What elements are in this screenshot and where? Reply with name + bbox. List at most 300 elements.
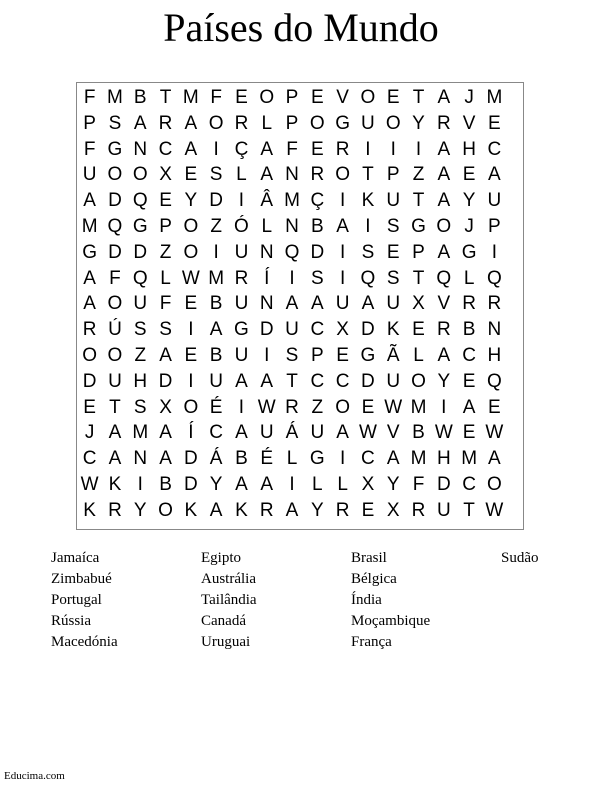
grid-cell[interactable]: G <box>411 215 426 237</box>
grid-cell[interactable]: D <box>133 241 148 263</box>
grid-cell[interactable]: T <box>412 267 425 289</box>
grid-cell[interactable]: A <box>437 164 451 186</box>
grid-cell[interactable]: A <box>83 293 96 315</box>
grid-cell[interactable]: U <box>386 190 401 212</box>
grid-cell[interactable]: M <box>132 422 149 444</box>
grid-cell[interactable]: I <box>137 473 143 495</box>
grid-cell[interactable]: L <box>286 448 298 470</box>
grid-cell[interactable]: H <box>436 448 451 470</box>
grid-cell[interactable]: G <box>309 448 325 470</box>
grid-cell[interactable]: E <box>488 112 501 134</box>
grid-cell[interactable]: A <box>83 267 96 289</box>
grid-cell[interactable]: X <box>412 293 425 315</box>
grid-cell[interactable]: A <box>83 190 96 212</box>
grid-cell[interactable]: I <box>264 344 270 366</box>
grid-cell[interactable]: R <box>234 267 249 289</box>
grid-cell[interactable]: X <box>386 499 400 521</box>
grid-cell[interactable]: I <box>390 138 396 160</box>
grid-cell[interactable]: A <box>310 293 324 315</box>
grid-cell[interactable]: C <box>310 370 325 392</box>
grid-cell[interactable]: D <box>82 370 97 392</box>
grid-cell[interactable]: C <box>487 138 502 160</box>
grid-cell[interactable]: S <box>310 267 324 289</box>
grid-cell[interactable]: M <box>410 448 427 470</box>
grid-cell[interactable]: É <box>260 448 274 470</box>
grid-cell[interactable]: P <box>310 344 324 366</box>
grid-cell[interactable]: D <box>108 241 122 263</box>
grid-cell[interactable]: S <box>386 215 400 237</box>
grid-cell[interactable]: L <box>337 473 348 495</box>
grid-cell[interactable]: T <box>109 396 121 418</box>
word-list-item: Austrália <box>201 571 256 587</box>
grid-cell[interactable]: Y <box>437 370 451 392</box>
grid-cell[interactable]: O <box>335 396 350 418</box>
grid-cell[interactable]: Y <box>209 473 223 495</box>
grid-cell[interactable]: O <box>183 215 199 237</box>
grid-cell[interactable]: E <box>310 138 324 160</box>
word-list-item <box>501 632 571 653</box>
grid-cell[interactable]: E <box>386 241 400 263</box>
grid-cell[interactable]: Y <box>386 473 400 495</box>
grid-cell[interactable]: T <box>463 499 475 521</box>
grid-cell[interactable]: E <box>159 190 172 212</box>
grid-cell[interactable]: A <box>260 473 274 495</box>
grid-cell[interactable]: T <box>412 190 425 212</box>
grid-cell[interactable]: H <box>462 138 476 160</box>
grid-cell[interactable]: O <box>385 112 401 134</box>
grid-cell[interactable]: C <box>462 344 476 366</box>
grid-cell[interactable]: K <box>361 190 375 212</box>
grid-cell[interactable]: E <box>184 164 198 186</box>
grid-cell[interactable]: M <box>81 215 98 237</box>
grid-cell[interactable]: P <box>386 164 400 186</box>
grid-cell[interactable]: Y <box>310 499 324 521</box>
grid-cell[interactable]: I <box>365 215 371 237</box>
grid-cell[interactable]: B <box>209 344 223 366</box>
grid-cell[interactable]: Z <box>412 164 425 186</box>
grid-cell[interactable]: T <box>159 87 172 108</box>
word-list-item: Rússia <box>51 613 92 629</box>
grid-cell[interactable]: I <box>339 448 346 470</box>
grid-cell[interactable]: W <box>485 499 504 521</box>
grid-cell[interactable]: L <box>261 112 273 134</box>
grid-cell[interactable]: R <box>259 499 274 521</box>
grid-cell[interactable]: L <box>261 215 273 237</box>
grid-cell[interactable]: M <box>486 87 503 108</box>
grid-cell[interactable]: Z <box>159 241 172 263</box>
grid-cell[interactable]: O <box>107 164 123 186</box>
grid-cell[interactable]: W <box>257 396 276 418</box>
grid-cell[interactable]: É <box>209 396 223 418</box>
grid-cell[interactable]: A <box>437 190 451 212</box>
grid-cell[interactable]: U <box>285 319 299 341</box>
grid-cell[interactable]: O <box>183 241 199 263</box>
grid-cell[interactable]: K <box>108 473 122 495</box>
grid-cell[interactable]: S <box>133 396 147 418</box>
grid-cell[interactable]: G <box>335 112 350 134</box>
grid-cell[interactable]: B <box>462 319 476 341</box>
grid-cell[interactable]: S <box>386 267 400 289</box>
grid-cell[interactable]: I <box>441 396 447 418</box>
grid-cell[interactable]: Ã <box>386 344 400 366</box>
grid-cell[interactable]: G <box>107 138 123 160</box>
grid-cell[interactable]: P <box>159 215 172 237</box>
grid-cell[interactable]: O <box>436 215 452 237</box>
grid-cell[interactable]: B <box>310 215 324 237</box>
grid-cell[interactable]: C <box>361 448 375 470</box>
grid-cell[interactable]: B <box>159 473 172 495</box>
grid-cell[interactable]: R <box>234 112 249 134</box>
grid-cell[interactable]: C <box>209 422 223 444</box>
grid-cell[interactable]: X <box>361 473 375 495</box>
grid-cell[interactable]: X <box>159 396 172 418</box>
grid-cell[interactable]: O <box>132 164 148 186</box>
grid-cell[interactable]: P <box>285 87 299 108</box>
grid-cell[interactable]: R <box>411 499 426 521</box>
grid-cell[interactable]: R <box>335 138 350 160</box>
grid-cell[interactable]: D <box>209 190 223 212</box>
grid-cell[interactable]: D <box>108 190 122 212</box>
grid-cell[interactable]: W <box>358 422 377 444</box>
grid-cell[interactable]: D <box>158 370 173 392</box>
grid-cell[interactable]: R <box>462 293 476 315</box>
grid-cell[interactable]: A <box>209 499 223 521</box>
grid-cell[interactable]: A <box>235 422 248 444</box>
grid-cell[interactable]: V <box>437 293 451 315</box>
grid-cell[interactable]: A <box>209 319 223 341</box>
grid-cell[interactable]: A <box>159 344 172 366</box>
grid-cell[interactable]: W <box>434 422 453 444</box>
grid-cell[interactable]: A <box>488 164 501 186</box>
grid-cell[interactable]: Q <box>360 267 376 289</box>
grid-cell[interactable]: Y <box>184 190 198 212</box>
grid-cell[interactable]: M <box>410 396 427 418</box>
grid-cell[interactable]: O <box>183 396 199 418</box>
grid-cell[interactable]: I <box>415 138 422 160</box>
grid-cell[interactable]: S <box>285 344 299 366</box>
grid-cell[interactable]: E <box>310 87 324 108</box>
grid-cell[interactable]: Z <box>311 396 324 418</box>
grid-cell[interactable]: G <box>82 241 98 263</box>
grid-cell[interactable]: B <box>235 448 248 470</box>
grid-cell[interactable]: F <box>159 293 172 315</box>
grid-cell[interactable]: T <box>362 164 374 186</box>
grid-cell[interactable]: F <box>286 138 298 160</box>
grid-cell[interactable]: U <box>436 499 451 521</box>
grid-cell[interactable]: U <box>386 293 401 315</box>
grid-cell[interactable]: T <box>412 87 425 108</box>
grid-cell[interactable]: N <box>285 215 299 237</box>
grid-cell[interactable]: A <box>260 370 274 392</box>
grid-cell[interactable]: O <box>259 87 275 108</box>
grid-cell[interactable]: A <box>488 448 501 470</box>
grid-cell[interactable]: A <box>336 215 349 237</box>
grid-cell[interactable]: E <box>184 344 198 366</box>
grid-cell[interactable]: E <box>412 319 425 341</box>
grid-cell[interactable]: W <box>80 473 99 495</box>
grid-cell[interactable]: R <box>436 112 451 134</box>
grid-cell[interactable]: E <box>235 87 248 108</box>
grid-cell[interactable]: R <box>436 319 451 341</box>
grid-cell[interactable]: U <box>310 422 325 444</box>
grid-cell[interactable]: I <box>365 138 371 160</box>
grid-cell[interactable]: S <box>159 319 172 341</box>
grid-cell[interactable]: I <box>289 473 295 495</box>
grid-cell[interactable]: U <box>82 164 97 186</box>
grid-cell[interactable]: N <box>487 319 502 341</box>
footer-credit: Educima.com <box>4 770 65 782</box>
grid-cell[interactable]: G <box>360 344 376 366</box>
grid-cell[interactable]: E <box>83 396 96 418</box>
grid-cell[interactable]: Q <box>132 267 148 289</box>
grid-cell[interactable]: D <box>361 319 375 341</box>
grid-cell[interactable]: V <box>462 112 476 134</box>
grid-cell[interactable]: B <box>133 87 147 108</box>
grid-cell[interactable]: P <box>488 215 501 237</box>
grid-cell[interactable]: O <box>107 344 123 366</box>
grid-cell[interactable]: C <box>462 473 476 495</box>
grid-cell[interactable]: W <box>485 422 504 444</box>
grid-cell[interactable]: S <box>209 164 223 186</box>
grid-cell[interactable]: N <box>259 241 274 263</box>
grid-cell[interactable]: A <box>285 293 299 315</box>
grid-cell[interactable]: U <box>386 370 401 392</box>
grid-cell[interactable]: J <box>464 215 474 237</box>
grid-cell[interactable]: A <box>437 138 451 160</box>
grid-cell[interactable]: T <box>286 370 298 392</box>
grid-cell[interactable]: A <box>108 422 122 444</box>
grid-cell[interactable]: E <box>488 396 501 418</box>
grid-cell[interactable]: Z <box>134 344 147 366</box>
word-list-item: Tailândia <box>201 592 257 608</box>
grid-cell[interactable]: E <box>462 370 476 392</box>
grid-cell[interactable]: I <box>213 138 219 160</box>
grid-cell[interactable]: U <box>361 112 375 134</box>
grid-cell[interactable]: W <box>384 396 403 418</box>
word-list-item: Canadá <box>201 613 246 629</box>
grid-cell[interactable]: A <box>285 499 299 521</box>
grid-cell[interactable]: Á <box>209 448 223 470</box>
grid-cell[interactable]: Ó <box>234 215 249 237</box>
grid-cell[interactable]: S <box>361 241 375 263</box>
word-list-item: Bélgica <box>351 571 397 587</box>
grid-cell[interactable]: W <box>181 267 200 289</box>
grid-cell[interactable]: Ú <box>108 319 122 341</box>
grid-cell[interactable]: E <box>462 422 476 444</box>
grid-cell[interactable]: A <box>159 448 172 470</box>
grid-cell[interactable]: L <box>413 344 424 366</box>
grid-cell[interactable]: A <box>159 422 172 444</box>
grid-cell[interactable]: M <box>182 87 199 108</box>
grid-cell[interactable]: H <box>133 370 148 392</box>
grid-cell[interactable]: O <box>335 164 350 186</box>
grid-cell[interactable]: Q <box>107 215 123 237</box>
grid-cell[interactable]: Í <box>188 422 194 444</box>
grid-cell[interactable]: G <box>461 241 477 263</box>
grid-cell[interactable]: E <box>386 87 400 108</box>
grid-cell[interactable]: I <box>339 190 346 212</box>
grid-cell[interactable]: R <box>285 396 299 418</box>
grid-cell[interactable]: U <box>234 293 249 315</box>
grid-cell[interactable]: I <box>238 396 245 418</box>
grid-cell[interactable]: M <box>461 448 478 470</box>
grid-cell[interactable]: R <box>335 499 350 521</box>
grid-cell[interactable]: Í <box>264 267 270 289</box>
grid-cell[interactable]: K <box>386 319 400 341</box>
grid-cell[interactable]: A <box>184 138 198 160</box>
grid-cell[interactable]: F <box>109 267 121 289</box>
grid-cell[interactable]: D <box>259 319 274 341</box>
grid-cell[interactable]: I <box>491 241 498 263</box>
word-list <box>51 548 571 653</box>
grid-cell[interactable]: C <box>82 448 97 470</box>
grid-cell[interactable]: I <box>188 370 194 392</box>
grid-cell[interactable]: U <box>487 190 502 212</box>
grid-cell[interactable]: U <box>108 370 122 392</box>
grid-cell[interactable]: R <box>82 319 97 341</box>
grid-cell[interactable]: D <box>310 241 325 263</box>
grid-cell[interactable]: A <box>437 241 451 263</box>
grid-cell[interactable]: A <box>260 164 274 186</box>
grid-cell[interactable]: Z <box>210 215 222 237</box>
grid-cell[interactable]: U <box>234 344 249 366</box>
grid-cell[interactable]: C <box>158 138 173 160</box>
grid-cell[interactable]: E <box>184 293 198 315</box>
word-list-item: Jamaíca <box>51 550 100 566</box>
grid-cell[interactable]: A <box>133 112 147 134</box>
grid-cell[interactable]: K <box>83 499 96 521</box>
grid-cell[interactable]: F <box>83 87 96 108</box>
grid-cell[interactable]: H <box>487 344 502 366</box>
grid-cell[interactable]: N <box>285 164 299 186</box>
grid-cell[interactable]: S <box>108 112 122 134</box>
grid-cell[interactable]: I <box>213 241 219 263</box>
grid-cell[interactable]: O <box>208 112 224 134</box>
grid-cell[interactable]: N <box>259 293 274 315</box>
grid-cell[interactable]: U <box>234 241 249 263</box>
grid-cell[interactable]: F <box>210 87 222 108</box>
grid-cell[interactable]: I <box>339 267 346 289</box>
grid-cell[interactable]: I <box>339 241 346 263</box>
grid-cell[interactable]: G <box>132 215 148 237</box>
grid-cell[interactable]: C <box>335 370 350 392</box>
grid-cell[interactable]: A <box>437 87 451 108</box>
grid-cell[interactable]: B <box>209 293 223 315</box>
grid-cell[interactable]: Y <box>462 190 476 212</box>
grid-cell[interactable]: U <box>209 370 223 392</box>
grid-cell[interactable]: F <box>412 473 425 495</box>
grid-cell[interactable]: K <box>184 499 198 521</box>
grid-cell[interactable]: Y <box>133 499 147 521</box>
grid-cell[interactable]: R <box>158 112 173 134</box>
grid-cell[interactable]: A <box>437 344 451 366</box>
grid-cell[interactable]: A <box>235 370 248 392</box>
grid-cell[interactable]: A <box>235 473 248 495</box>
grid-cell[interactable]: A <box>108 448 122 470</box>
grid-cell[interactable]: G <box>234 319 249 341</box>
grid-cell[interactable]: N <box>133 448 148 470</box>
grid-cell[interactable]: O <box>82 344 98 366</box>
grid-cell[interactable]: P <box>285 112 299 134</box>
word-list-item: Índia <box>351 592 382 608</box>
grid-cell[interactable]: L <box>236 164 247 186</box>
grid-cell[interactable]: D <box>183 473 198 495</box>
grid-cell[interactable]: Q <box>487 370 502 392</box>
grid-cell[interactable]: Q <box>132 190 148 212</box>
grid-cell[interactable]: E <box>361 396 375 418</box>
grid-cell[interactable]: F <box>83 138 96 160</box>
grid-cell[interactable]: O <box>158 499 173 521</box>
grid-cell[interactable]: A <box>361 293 375 315</box>
grid-cell[interactable]: B <box>412 422 425 444</box>
grid-cell[interactable]: K <box>235 499 248 521</box>
grid-cell[interactable]: A <box>386 448 400 470</box>
grid-cell[interactable]: Q <box>487 267 502 289</box>
grid-cell[interactable]: N <box>133 138 148 160</box>
grid-cell[interactable]: O <box>309 112 325 134</box>
grid-cell[interactable]: S <box>133 319 147 341</box>
grid-cell[interactable]: Q <box>436 267 452 289</box>
grid-cell[interactable]: I <box>188 319 194 341</box>
grid-cell[interactable]: X <box>159 164 172 186</box>
grid-cell[interactable]: U <box>133 293 148 315</box>
grid-cell[interactable]: L <box>160 267 171 289</box>
grid-cell[interactable]: A <box>184 112 198 134</box>
grid-cell[interactable]: Â <box>260 190 274 212</box>
grid-cell[interactable]: D <box>436 473 451 495</box>
word-list-item: Egipto <box>201 550 241 566</box>
grid-cell[interactable]: V <box>336 87 349 108</box>
grid-cell[interactable]: Á <box>285 422 299 444</box>
grid-cell[interactable]: M <box>284 190 300 212</box>
grid-cell[interactable]: Q <box>284 241 300 263</box>
grid-cell[interactable]: J <box>84 422 95 444</box>
grid-cell[interactable]: L <box>312 473 323 495</box>
grid-cell[interactable]: Ç <box>234 138 249 160</box>
grid-cell[interactable]: R <box>487 293 502 315</box>
grid-cell[interactable]: C <box>310 319 325 341</box>
grid-cell[interactable]: E <box>336 344 349 366</box>
grid-cell[interactable]: I <box>289 267 295 289</box>
grid-cell[interactable]: R <box>310 164 325 186</box>
grid-cell[interactable]: O <box>107 293 123 315</box>
grid-cell[interactable]: I <box>238 190 245 212</box>
grid-cell[interactable]: V <box>386 422 400 444</box>
grid-cell[interactable]: O <box>411 370 426 392</box>
grid-cell[interactable]: P <box>83 112 96 134</box>
grid-cell[interactable]: E <box>361 499 375 521</box>
grid-cell[interactable]: Ç <box>310 190 325 212</box>
grid-cell[interactable]: D <box>183 448 198 470</box>
grid-cell[interactable]: A <box>260 138 274 160</box>
grid-cell[interactable]: O <box>360 87 376 108</box>
grid-cell[interactable]: M <box>208 267 225 289</box>
grid-cell[interactable]: D <box>361 370 375 392</box>
grid-cell[interactable]: A <box>462 396 476 418</box>
grid-cell[interactable]: U <box>335 293 350 315</box>
grid-cell[interactable]: L <box>463 267 475 289</box>
grid-cell[interactable]: P <box>412 241 425 263</box>
grid-cell[interactable]: M <box>107 87 123 108</box>
grid-cell[interactable]: Y <box>412 112 425 134</box>
grid-cell[interactable]: O <box>487 473 502 495</box>
grid-cell[interactable]: X <box>336 319 349 341</box>
grid-cell[interactable]: A <box>336 422 349 444</box>
grid-cell[interactable]: R <box>108 499 122 521</box>
grid-cell[interactable]: U <box>259 422 274 444</box>
grid-cell[interactable]: J <box>464 87 474 108</box>
grid-cell[interactable]: E <box>462 164 476 186</box>
